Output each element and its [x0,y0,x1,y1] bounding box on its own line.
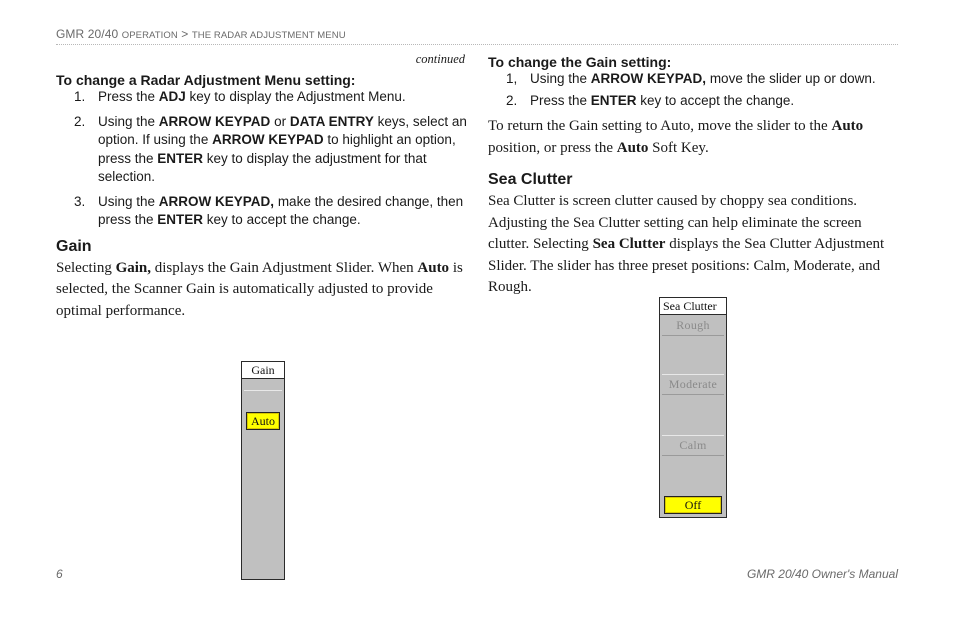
slider-divider [244,390,282,391]
page-number: 6 [56,567,63,581]
bold-term: ENTER [590,92,637,108]
step-number: 3. [74,193,86,209]
step-number: 2. [506,92,518,108]
continued-note: continued [415,52,465,66]
preset-calm[interactable]: Calm [679,438,707,452]
step-item [56,88,468,107]
bold-term: DATA ENTRY [289,113,374,129]
bold-term: ENTER [157,150,204,166]
task-heading-gain: To change the Gain setting: [488,54,672,70]
gain-return-text: To return the Gain setting to Auto, move the slider to the Auto position, or press the Auto Soft Key. [488,118,864,156]
bold-term: ARROW KEYPAD, [590,71,707,86]
gain-slider-knob[interactable]: Auto [246,412,280,430]
sea-clutter-heading: Sea Clutter [488,171,573,188]
step-number: 2. [74,113,86,129]
bold-term: Gain, [115,259,152,276]
running-header [56,27,898,45]
gain-description: Selecting Gain, displays the Gain Adjustment Slider. When Auto is selected, the Scanner Gain is automatically adjusted to provide optimal performance. [56,259,463,319]
bold-term: Auto [831,118,864,134]
slider-divider [662,455,724,456]
slider-divider [662,394,724,395]
bold-term: ADJ [158,89,186,104]
header-section: OPERATION [121,30,178,41]
slider-divider [662,374,724,375]
sea-clutter-description: Sea Clutter is screen clutter caused by choppy sea conditions. Adjusting the Sea Clutter setting can help eliminate the screen clutter. Selecting Sea Clutter displays the Sea Clutter Adjustment Slider. The slider has three preset positions: Calm, Moderate, and Rough. [488,193,885,295]
sea-clutter-slider-title: Sea Clutter [660,298,726,315]
step-text: Using the ARROW KEYPAD, make the desired change, then press the ENTER key to accept the change. [98,193,464,227]
step-item [56,113,468,187]
step-text: Using the ARROW KEYPAD or DATA ENTRY keys, select an option. If using the ARROW KEYPAD to highlight an option, press the ENTER key to display the adjustment for that selection. [98,113,467,184]
step-number: 1. [74,89,86,104]
bold-term: ENTER [157,212,204,227]
step-item [488,70,900,89]
sea-clutter-slider[interactable] [659,297,727,518]
bold-term: ARROW KEYPAD, [158,193,275,209]
step-text: Press the ENTER key to accept the change. [530,92,795,108]
step-item [56,193,468,230]
step-item [488,92,900,111]
sea-clutter-slider-knob[interactable]: Off [664,496,722,514]
gain-slider-title: Gain [242,362,284,379]
bold-term: Auto [616,139,649,156]
task-heading-adjustment: To change a Radar Adjustment Menu setting: [56,72,356,88]
left-column [56,52,468,322]
bold-term: ARROW KEYPAD [212,132,324,147]
manual-title: GMR 20/40 Owner's Manual [746,567,898,581]
slider-divider [662,335,724,336]
header-separator: > [181,27,189,41]
bold-term: Sea Clutter [592,236,666,252]
step-text: Press the ADJ key to display the Adjustment Menu. [98,89,406,104]
preset-rough[interactable]: Rough [676,318,710,332]
right-column [488,52,900,299]
header-product: GMR 20/40 [56,27,119,41]
preset-moderate[interactable]: Moderate [668,377,718,391]
bold-term: ARROW KEYPAD [158,113,271,129]
slider-divider [662,435,724,436]
gain-slider[interactable] [241,361,285,580]
step-text: Using the ARROW KEYPAD, move the slider up or down. [530,71,876,86]
gain-heading: Gain [56,237,92,255]
bold-term: Auto [417,259,450,276]
gain-steps-list [488,70,900,110]
step-number: 1, [506,71,518,86]
header-subsection: THE RADAR ADJUSTMENT MENU [191,30,346,41]
adjustment-steps-list [56,88,468,230]
